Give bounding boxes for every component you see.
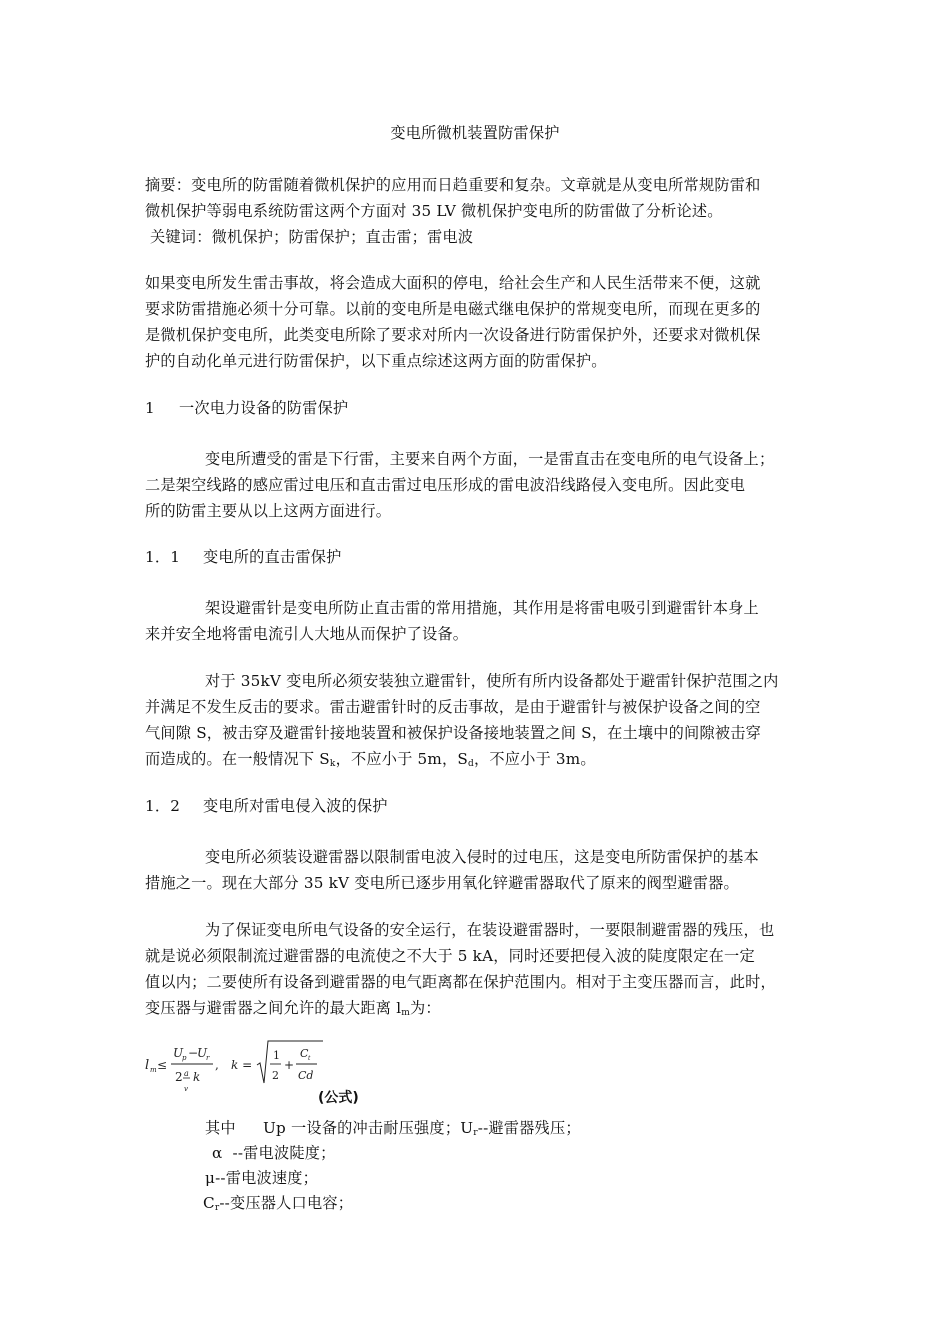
paragraph-line: 值以内；二要使所有设备到避雷器的电气距离都在保护范围内。相对于主变压器而言，此时， — [145, 973, 776, 991]
intro-line: 是微机保护变电所，此类变电所除了要求对所内一次设备进行防雷保护外，还要求对微机保 — [145, 326, 761, 344]
paragraph-line: 变电所遭受的雷是下行雷，主要来自两个方面，一是雷直击在变电所的电气设备上； — [205, 450, 775, 468]
formula-ct-sub: t — [308, 1055, 311, 1062]
formula-image — [145, 1035, 325, 1101]
intro-line: 护的自动化单元进行防雷保护，以下重点综述这两方面的防雷保护。 — [145, 352, 607, 370]
formula-num-a-sub: p — [182, 1054, 187, 1062]
intro-line: 如果变电所发生雷击事故，将会造成大面积的停电，给社会生产和人民生活带来不便，这就 — [145, 274, 761, 292]
formula-comma: , — [215, 1058, 219, 1072]
abstract-line: 微机保护等弱电系统防雷这两个方面对 35 LV 微机保护变电所的防雷做了分析论述。 — [145, 202, 723, 220]
text-run: ，不应小于 3m。 — [473, 750, 596, 768]
formula-lhs: l — [145, 1058, 150, 1073]
formula-num-b-sub: r — [206, 1054, 210, 1062]
formula-lhs-sub: m — [150, 1066, 157, 1074]
section-number: 1．2 — [145, 797, 181, 815]
paragraph-line: 架设避雷针是变电所防止直击雷的常用措施，其作用是将雷电吸引到避雷针本身上 — [205, 599, 759, 617]
text-run: --避雷器残压； — [477, 1119, 581, 1137]
where-line: μ--雷电波速度； — [205, 1169, 319, 1187]
formula-half-top: 1 — [273, 1049, 280, 1062]
formula-den-k: k — [193, 1070, 201, 1084]
subscript: r — [473, 1128, 478, 1138]
formula-plus: + — [284, 1058, 295, 1072]
formula-half-bot: 2 — [272, 1069, 279, 1082]
paragraph-line: 来并安全地将雷电流引人大地从而保护了设备。 — [145, 625, 469, 643]
paragraph-line: 气间隙 S，被击穿及避雷针接地装置和被保护设备接地装置之间 S，在土壤中的间隙被击穿 — [145, 724, 761, 742]
paragraph-line: 所的防雷主要从以上这两方面进行。 — [145, 502, 392, 520]
section-number: 1．1 — [145, 548, 181, 566]
formula-den-a: 2 — [175, 1070, 183, 1084]
paragraph-line: 措施之一。现在大部分 35 kV 变电所已逐步用氧化锌避雷器取代了原来的阀型避雷器。 — [145, 874, 739, 892]
section-heading-1-1 — [145, 546, 342, 568]
text-run: C — [203, 1194, 215, 1212]
formula-cd: Cd — [298, 1069, 314, 1082]
subscript: r — [214, 1203, 220, 1213]
paragraph-line: 变电所必须装设避雷器以限制雷电波入侵时的过电压，这是变电所防雷保护的基本 — [205, 848, 759, 866]
keywords-line: 关键词：微机保护；防雷保护；直击雷；雷电波 — [145, 228, 474, 246]
section-title: 变电所的直击雷保护 — [203, 548, 342, 566]
where-line — [203, 1192, 353, 1219]
subscript: m — [401, 1008, 411, 1018]
where-line: α --雷电波陡度； — [212, 1144, 336, 1162]
document-title: 变电所微机装置防雷保护 — [390, 124, 560, 142]
text-run: ，不应小于 5m，S — [335, 750, 468, 768]
text-run: 为： — [410, 999, 441, 1017]
paragraph-line: 二是架空线路的感应雷过电压和直击雷过电压形成的雷电波沿线路侵入变电所。因此变电 — [145, 476, 746, 494]
formula-den-frac-bot: v — [184, 1085, 188, 1093]
formula-minus: − — [188, 1046, 199, 1060]
text-run: --变压器人口电容； — [219, 1194, 354, 1212]
abstract-line: 摘要：变电所的防雷随着微机保护的应用而日趋重要和复杂。文章就是从变电所常规防雷和 — [145, 176, 761, 194]
paragraph-line: 并满足不发生反击的要求。雷击避雷针时的反击事故，是由于避雷针与被保护设备之间的空 — [145, 698, 761, 716]
text-run: 变压器与避雷器之间允许的最大距离 l — [145, 999, 402, 1017]
formula-num-b: U — [197, 1046, 208, 1060]
subscript: d — [467, 759, 474, 769]
formula-label: (公式) — [318, 1090, 359, 1106]
formula-rel: ≤ — [157, 1058, 168, 1072]
formula-num-a: U — [173, 1046, 184, 1060]
section-heading-1 — [145, 397, 348, 419]
section-heading-1-2 — [145, 795, 388, 817]
paragraph-line — [145, 748, 596, 775]
text-run: 而造成的。在一般情况下 S — [145, 750, 330, 768]
formula-den-frac-top: a — [184, 1069, 189, 1078]
where-lead: 其中 — [205, 1119, 236, 1137]
paragraph-line — [145, 997, 441, 1024]
paragraph-line: 为了保证变电所电气设备的安全运行，在装设避雷器时，一要限制避雷器的残压，也 — [205, 921, 775, 939]
text-run: Up 一设备的冲击耐压强度；U — [263, 1119, 474, 1137]
where-line — [205, 1117, 581, 1144]
section-title: 变电所对雷电侵入波的保护 — [203, 797, 388, 815]
formula-k: k = — [231, 1058, 253, 1072]
paragraph-line: 就是说必须限制流过避雷器的电流使之不大于 5 kA，同时还要把侵入波的陡度限定在一定 — [145, 947, 755, 965]
paragraph-line: 对于 35kV 变电所必须安装独立避雷针，使所有所内设备都处于避雷针保护范围之内 — [205, 672, 779, 690]
formula-ct: C — [300, 1047, 309, 1060]
section-title: 一次电力设备的防雷保护 — [179, 399, 349, 417]
section-number: 1 — [145, 399, 155, 417]
intro-line: 要求防雷措施必须十分可靠。以前的变电所是电磁式继电保护的常规变电所，而现在更多的 — [145, 300, 761, 318]
subscript: k — [329, 759, 336, 769]
